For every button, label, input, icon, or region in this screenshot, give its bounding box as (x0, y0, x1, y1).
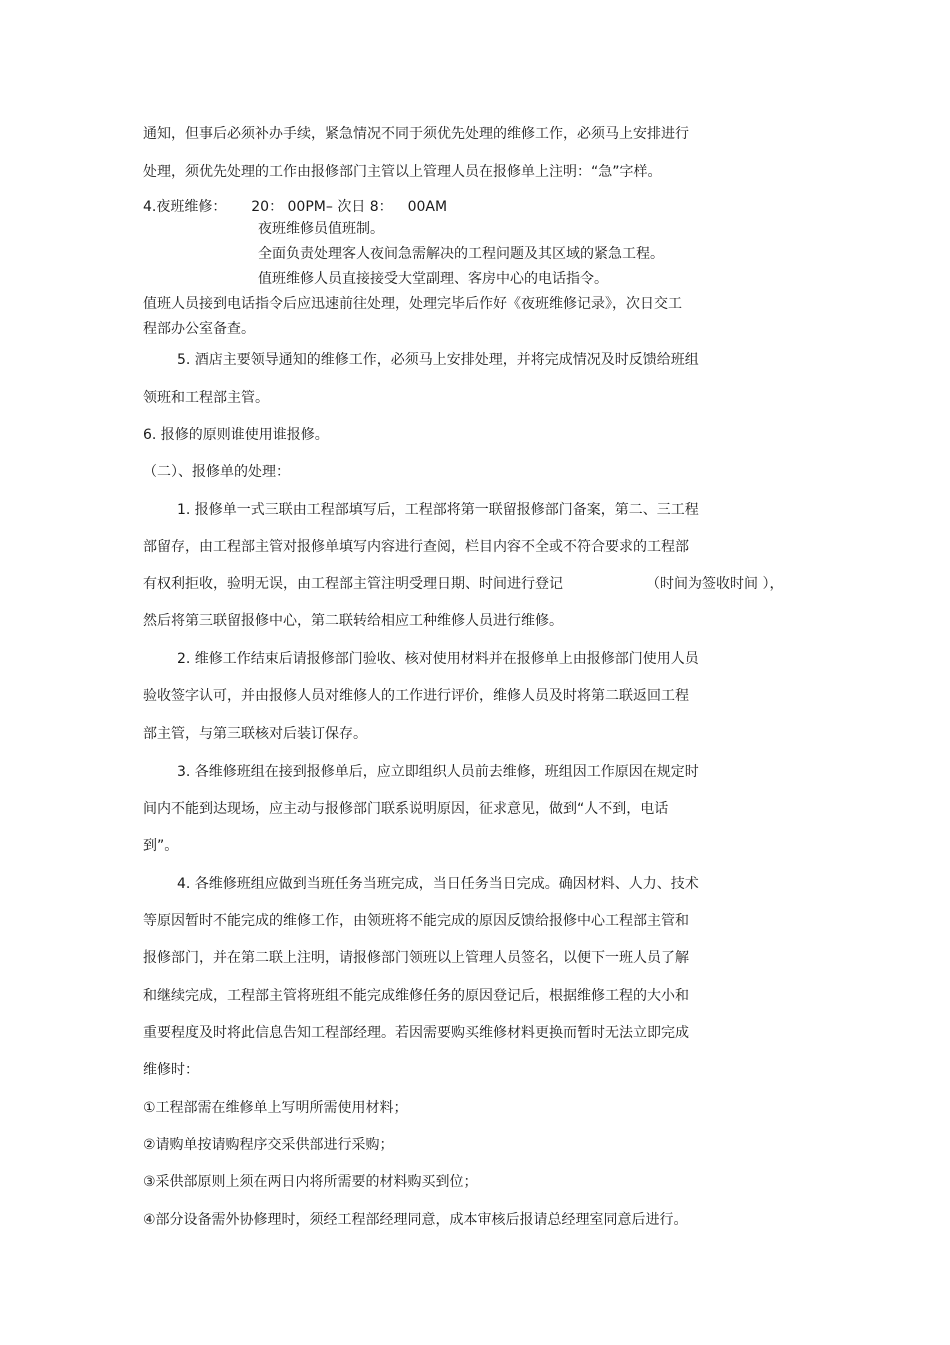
text-line: 全面负责处理客人夜间急需解决的工程问题及其区域的紧急工程。 (258, 246, 664, 262)
text-line: 间内不能到达现场，应主动与报修部门联系说明原因，征求意见，做到“人不到，电话 (143, 801, 669, 817)
text-line: 处理，须优先处理的工作由报修部门主管以上管理人员在报修单上注明：“急”字样。 (143, 164, 662, 180)
text-line: 重要程度及时将此信息告知工程部经理。若因需要购买维修材料更换而暂时无法立即完成 (143, 1025, 689, 1041)
section-heading: （二）、报修单的处理： (143, 464, 290, 480)
list-item: ②请购单按请购程序交采供部进行采购； (143, 1137, 394, 1153)
night-shift-heading (143, 198, 447, 216)
text-line: 等原因暂时不能完成的维修工作，由领班将不能完成的原因反馈给报修中心工程部主管和 (143, 913, 689, 929)
text-line: 然后将第三联留报修中心，第二联转给相应工种维修人员进行维修。 (143, 613, 563, 629)
night-shift-label: 4.夜班维修： (143, 199, 227, 215)
list-item: ③采供部原则上须在两日内将所需要的材料购买到位； (143, 1174, 478, 1190)
text-line: 值班维修人员直接接受大堂副理、客房中心的电话指令。 (258, 271, 608, 287)
text-line: 有权利拒收，验明无误，由工程部主管注明受理日期、时间进行登记 (143, 576, 563, 592)
text-line: 5. 酒店主要领导通知的维修工作，必须马上安排处理，并将完成情况及时反馈给班组 (177, 352, 699, 368)
text-line: 到”。 (143, 838, 179, 854)
text-line: 2. 维修工作结束后请报修部门验收、核对使用材料并在报修单上由报修部门使用人员 (177, 651, 699, 667)
text-line: 验收签字认可，并由报修人员对维修人的工作进行评价，维修人员及时将第二联返回工程 (143, 688, 689, 704)
text-line: （时间为签收时间 ）， (646, 576, 784, 592)
night-shift-time-end: 00AM (407, 199, 448, 215)
text-line: 维修时： (143, 1062, 199, 1078)
text-line: 和继续完成，工程部主管将班组不能完成维修任务的原因登记后，根据维修工程的大小和 (143, 988, 689, 1004)
text-line: 6. 报修的原则谁使用谁报修。 (143, 427, 329, 443)
text-line: 4. 各维修班组应做到当班任务当班完成，当日任务当日完成。确因材料、人力、技术 (177, 876, 699, 892)
text-line: 3. 各维修班组在接到报修单后，应立即组织人员前去维修，班组因工作原因在规定时 (177, 764, 699, 780)
text-line: 1. 报修单一式三联由工程部填写后，工程部将第一联留报修部门备案，第二、三工程 (177, 502, 699, 518)
text-line: 领班和工程部主管。 (143, 390, 269, 406)
text-line: 报修部门，并在第二联上注明，请报修部门领班以上管理人员签名，以便下一班人员了解 (143, 950, 689, 966)
list-item: ①工程部需在维修单上写明所需使用材料； (143, 1100, 408, 1116)
text-line: 值班人员接到电话指令后应迅速前往处理，处理完毕后作好《夜班维修记录》，次日交工 (143, 296, 682, 312)
list-item: ④部分设备需外协修理时，须经工程部经理同意，成本审核后报请总经理室同意后进行。 (143, 1212, 688, 1228)
night-shift-time-mid: 次日 8： (337, 199, 393, 215)
text-line: 通知，但事后必须补办手续，紧急情况不同于须优先处理的维修工作，必须马上安排进行 (143, 126, 689, 142)
text-line: 程部办公室备查。 (143, 321, 255, 337)
text-line: 部留存，由工程部主管对报修单填写内容进行查阅，栏目内容不全或不符合要求的工程部 (143, 539, 689, 555)
night-shift-time-start: 20： 00PM– (251, 199, 333, 215)
text-line: 部主管，与第三联核对后装订保存。 (143, 726, 367, 742)
text-line: 夜班维修员值班制。 (258, 221, 384, 237)
